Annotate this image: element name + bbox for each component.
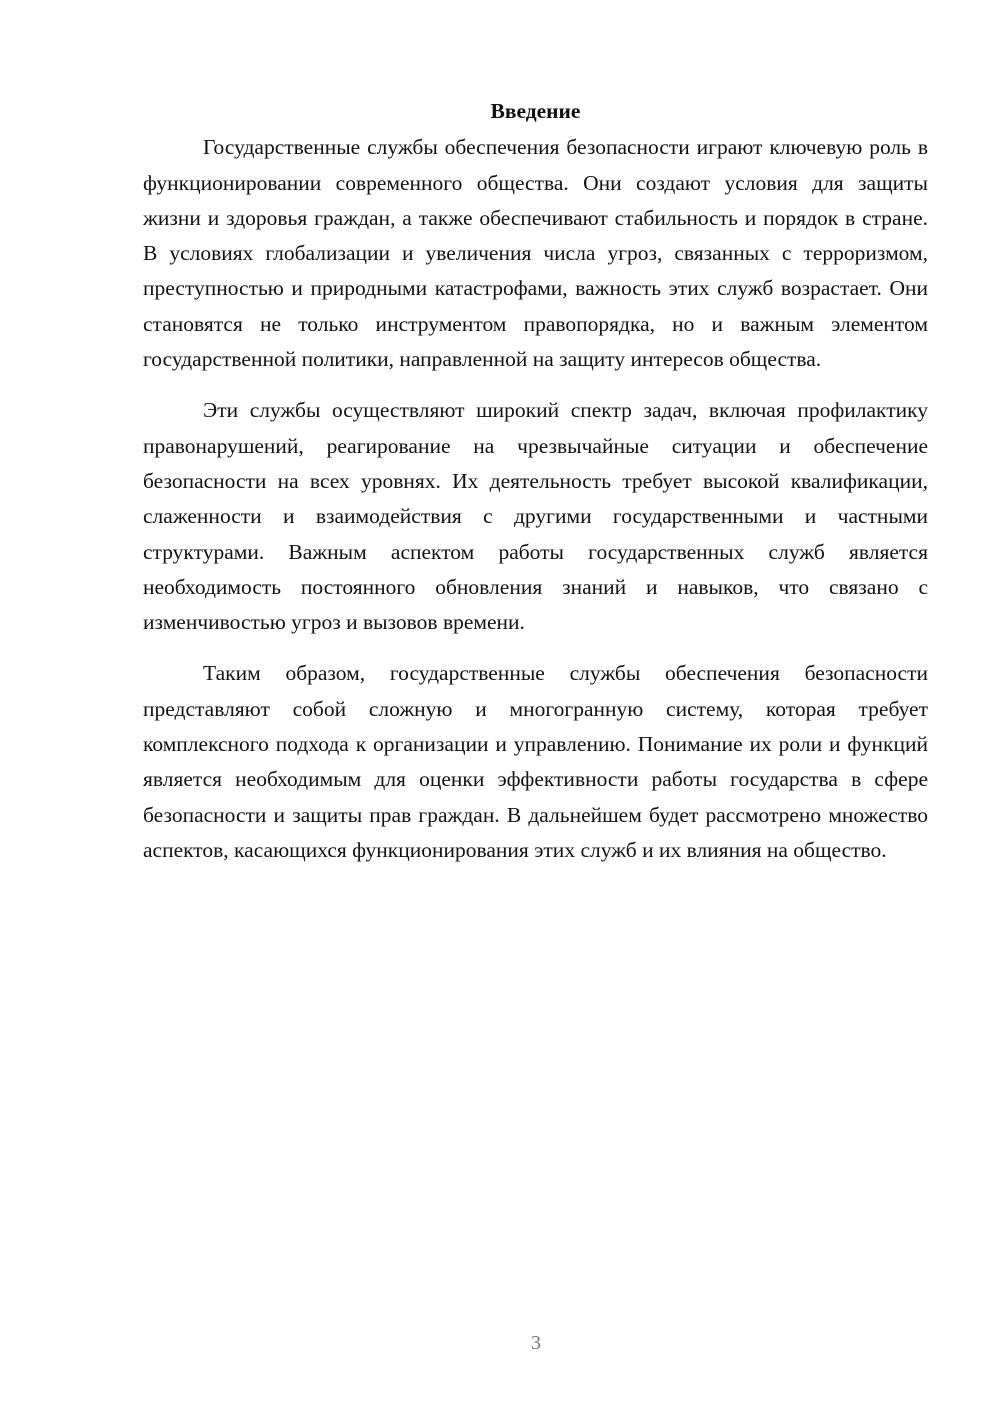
- paragraph-1: Государственные службы обеспечения безопасности играют ключевую роль в функционировании современного общества. Они создают условия для защиты жизни и здоровья граждан, а также обеспечивают стабильность и порядок в стране. В условиях глобализации и увеличения числа угроз, связанных с терроризмом, преступностью и природными катастрофами, важность этих служб возрастает. Они становятся не только инструментом правопорядка, но и важным элементом государственной политики, направленной на защиту интересов общества.: [143, 135, 928, 372]
- page-number: 3: [531, 1332, 541, 1354]
- section-heading: Введение: [490, 99, 581, 123]
- page-content: [143, 94, 928, 884]
- paragraph-2: Эти службы осуществляют широкий спектр задач, включая профилактику правонарушений, реагирование на чрезвычайные ситуации и обеспечение безопасности на всех уровнях. Их деятельность требует высокой квалификации, слаженности и взаимодействия с другими государственными и частными структурами. Важным аспектом работы государственных служб является необходимость постоянного обновления знаний и навыков, что связано с изменчивостью угроз и вызовов времени.: [143, 398, 928, 635]
- paragraph-3: Таким образом, государственные службы обеспечения безопасности представляют собой сложную и многогранную систему, которая требует комплексного подхода к организации и управлению. Понимание их роли и функций является необходимым для оценки эффективности работы государства в сфере безопасности и защиты прав граждан. В дальнейшем будет рассмотрено множество аспектов, касающихся функционирования этих служб и их влияния на общество.: [143, 661, 928, 862]
